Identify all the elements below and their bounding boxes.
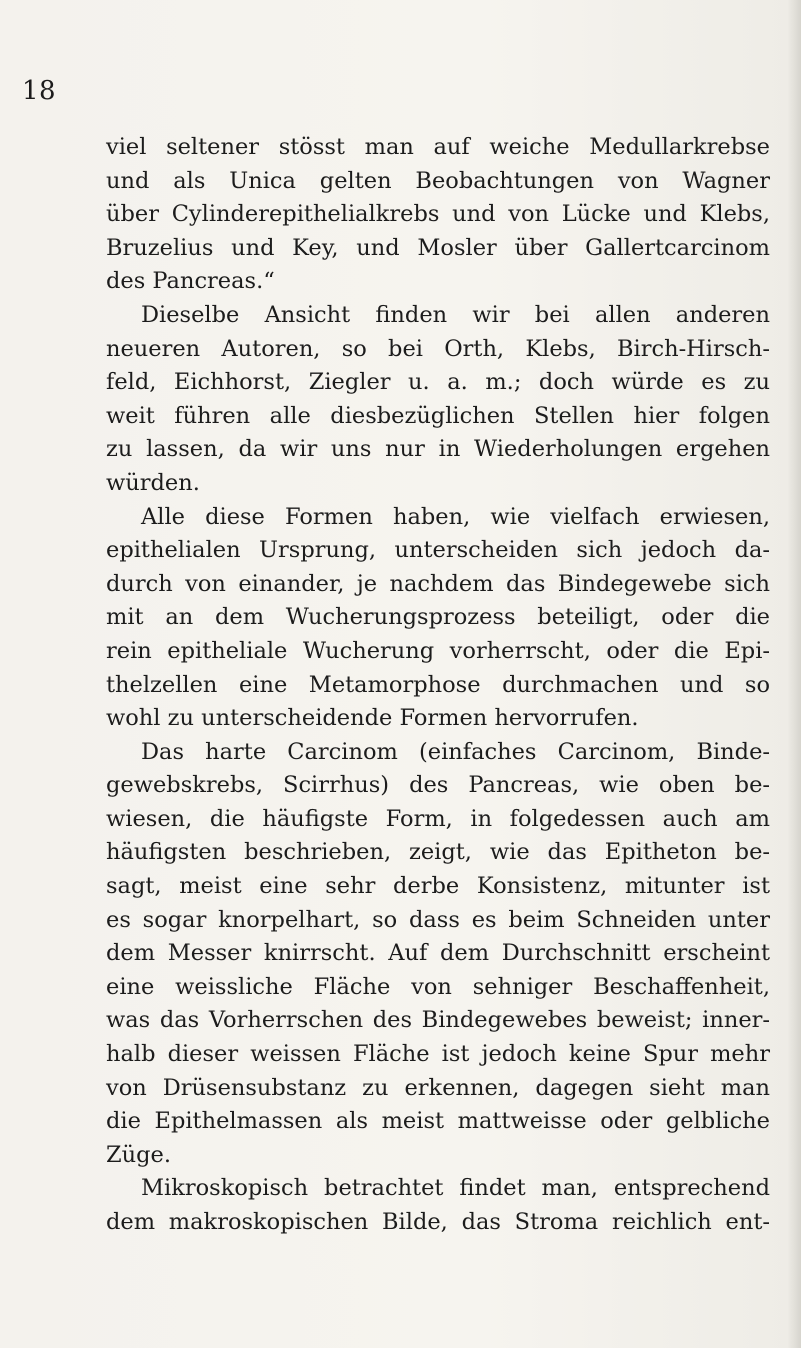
text-line: feld, Eichhorst, Ziegler u. a. m.; doch würde es zu <box>106 369 770 396</box>
text-line: es sogar knorpelhart, so dass es beim Schneiden unter <box>106 906 770 933</box>
text-line: Züge. <box>106 1141 171 1168</box>
text-line: epithelialen Ursprung, unterscheiden sich jedoch da- <box>106 537 770 564</box>
text-line: Dieselbe Ansicht finden wir bei allen anderen <box>141 301 770 328</box>
body-text <box>106 131 770 1240</box>
text-line: weit führen alle diesbezüglichen Stellen hier folgen <box>106 402 770 429</box>
text-line: mit an dem Wucherungsprozess beteiligt, oder die <box>106 604 770 631</box>
text-line: durch von einander, je nachdem das Bindegewebe sich <box>106 570 770 597</box>
text-line: eine weissliche Fläche von sehniger Beschaffenheit, <box>106 973 770 1000</box>
text-line: was das Vorherrschen des Bindegewebes beweist; inner- <box>106 1007 770 1034</box>
text-line: gewebskrebs, Scirrhus) des Pancreas, wie oben be- <box>106 772 770 799</box>
text-line: des Pancreas.“ <box>106 268 275 295</box>
text-line: von Drüsensubstanz zu erkennen, dagegen sieht man <box>106 1074 770 1101</box>
text-line: über Cylinderepithelialkrebs und von Lücke und Klebs, <box>106 201 770 228</box>
text-line: neueren Autoren, so bei Orth, Klebs, Birch-Hirsch- <box>106 335 770 362</box>
text-line: thelzellen eine Metamorphose durchmachen und so <box>106 671 770 698</box>
text-line: viel seltener stösst man auf weiche Medullarkrebse <box>106 134 770 160</box>
text-line: Mikroskopisch betrachtet findet man, entsprechend <box>141 1175 770 1202</box>
text-line: wiesen, die häufigste Form, in folgedessen auch am <box>106 805 770 832</box>
text-line: wohl zu unterscheidende Formen hervorrufen. <box>106 705 639 732</box>
text-line: sagt, meist eine sehr derbe Konsistenz, mitunter ist <box>106 873 770 900</box>
text-line: dem Messer knirrscht. Auf dem Durchschnitt erscheint <box>106 940 770 967</box>
text-line: die Epithelmassen als meist mattweisse oder gelbliche <box>106 1108 770 1135</box>
text-line: Alle diese Formen haben, wie vielfach erwiesen, <box>141 503 770 530</box>
text-line: halb dieser weissen Fläche ist jedoch keine Spur mehr <box>106 1041 770 1068</box>
page-edge-shadow <box>787 0 801 1348</box>
text-line: Das harte Carcinom (einfaches Carcinom, Binde- <box>141 738 770 765</box>
text-line: zu lassen, da wir uns nur in Wiederholungen ergehen <box>106 436 770 463</box>
text-line: rein epitheliale Wucherung vorherrscht, oder die Epi- <box>106 637 770 664</box>
text-line: und als Unica gelten Beobachtungen von Wagner <box>106 167 770 194</box>
text-line: würden. <box>106 469 200 496</box>
text-line: dem makroskopischen Bilde, das Stroma reichlich ent- <box>106 1209 770 1235</box>
page-number: 18 <box>22 76 57 106</box>
text-line: Bruzelius und Key, und Mosler über Gallertcarcinom <box>106 234 770 261</box>
text-line: häufigsten beschrieben, zeigt, wie das Epitheton be- <box>106 839 770 866</box>
